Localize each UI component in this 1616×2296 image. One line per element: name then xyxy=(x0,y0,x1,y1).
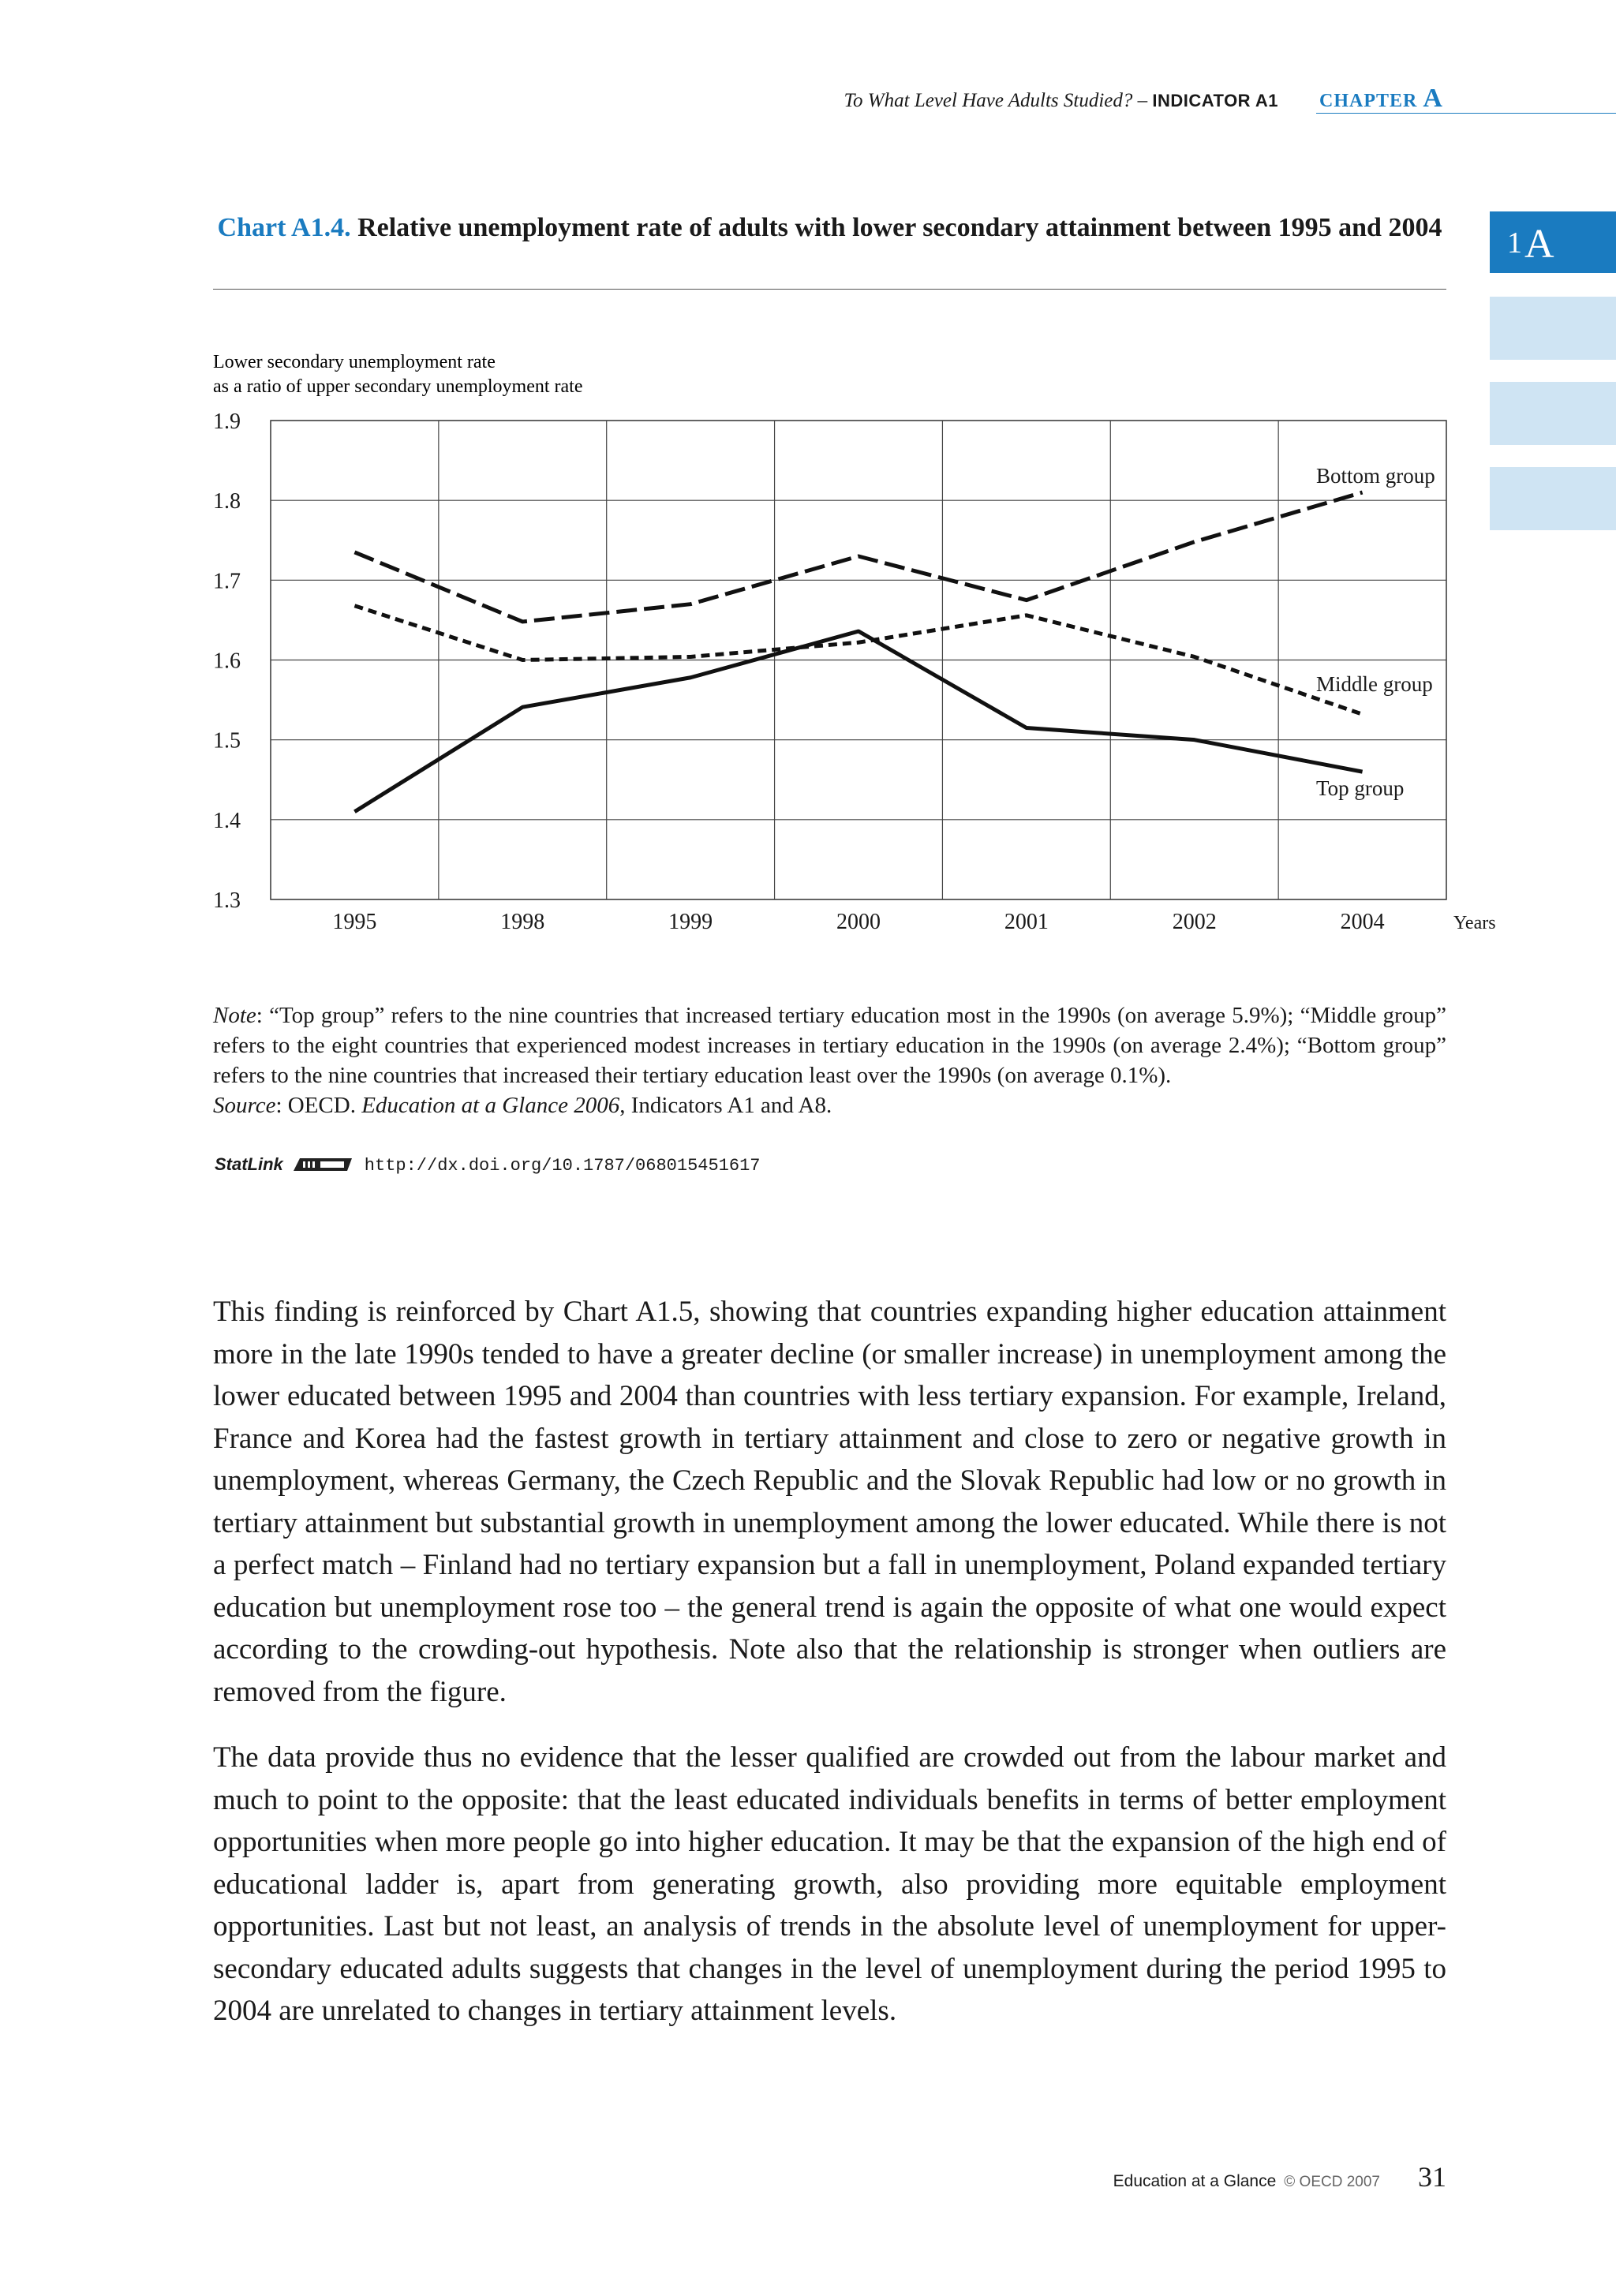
y-axis-title-line1: Lower secondary unemployment rate xyxy=(213,352,496,372)
series-label-bottom-group: Bottom group xyxy=(1316,464,1435,488)
running-title: To What Level Have Adults Studied? – xyxy=(844,90,1153,111)
y-tick-label: 1.8 xyxy=(213,489,241,514)
note-text: : “Top group” refers to the nine countries that increased tertiary education most in the 1990s (on average 5.9%); “Middle group” refers to the eight countries that experienced modest increases in tertiary education in the 1990s (on average 2.4%); “Bottom group” refers to the nine countries that increased their tertiary education least over the 1990s (on average 0.1%). xyxy=(213,1003,1446,1088)
statlink-url[interactable]: http://dx.doi.org/10.1787/068015451617 xyxy=(364,1156,761,1176)
y-axis-ticks xyxy=(213,409,241,913)
x-tick-label: 2001 xyxy=(1004,910,1049,934)
chart-grid xyxy=(271,421,1446,899)
statlink-label: StatLink xyxy=(215,1154,283,1174)
body-paragraph-2: The data provide thus no evidence that the lesser qualified are crowded out from the labour market and much to point to the opposite: that the least educated individuals benefits in terms of better employment opportunities when more people go into higher education. It may be that the expansion of the high end of educational ladder is, apart from generating growth, also providing more equitable employment opportunities. Last but not least, an analysis of trends in the absolute level of unemployment for upper-secondary educated adults suggests that changes in the level of unemployment during the period 1995 to 2004 are unrelated to changes in tertiary attainment levels. xyxy=(213,1741,1446,2027)
tab-letter: A xyxy=(1524,222,1554,267)
note-label: Note xyxy=(213,1003,256,1028)
y-tick-label: 1.9 xyxy=(213,409,241,434)
x-tick-label: 1995 xyxy=(332,910,377,934)
x-axis-label: Years xyxy=(1453,913,1496,933)
chapter-word: CHAPTER xyxy=(1319,91,1418,111)
chapter-letter: A xyxy=(1423,84,1443,113)
chart-number: Chart A1.4. xyxy=(217,213,351,242)
series-line-top-group xyxy=(354,631,1362,812)
series-line-bottom-group xyxy=(354,492,1362,622)
y-tick-label: 1.7 xyxy=(213,569,241,594)
y-tick-label: 1.4 xyxy=(213,808,241,833)
chart-title-text: Relative unemployment rate of adults with lower secondary attainment between 1995 and 2004 xyxy=(357,213,1442,242)
body-text xyxy=(213,1291,1446,2056)
source-label: Source xyxy=(213,1093,276,1118)
x-tick-label: 1999 xyxy=(668,910,713,934)
note-paragraph xyxy=(213,1000,1446,1090)
footer-publication: Education at a Glance xyxy=(1113,2172,1277,2190)
series-lines xyxy=(354,492,1362,812)
source-title: Education at a Glance 2006 xyxy=(361,1093,620,1118)
x-tick-label: 2002 xyxy=(1172,910,1217,934)
x-tick-label: 2004 xyxy=(1340,910,1385,934)
page-footer xyxy=(1089,2160,1446,2193)
x-tick-label: 1998 xyxy=(500,910,545,934)
y-axis-title-line2: as a ratio of upper secondary unemployment rate xyxy=(213,376,583,397)
line-chart xyxy=(0,0,1616,947)
y-tick-label: 1.3 xyxy=(213,888,241,913)
x-axis-ticks xyxy=(332,910,1384,934)
y-tick-label: 1.6 xyxy=(213,649,241,674)
indicator-label: INDICATOR A1 xyxy=(1152,91,1278,110)
series-label-middle-group: Middle group xyxy=(1316,672,1433,696)
x-tick-label: 2000 xyxy=(836,910,881,934)
series-label-top-group: Top group xyxy=(1316,776,1405,800)
page-number: 31 xyxy=(1418,2161,1446,2193)
source-line: Source: OECD. Education at a Glance 2006, Indicators A1 and A8. xyxy=(213,1093,832,1118)
tab-number: 1 xyxy=(1507,226,1522,260)
chart-notes xyxy=(213,1000,1446,1120)
body-paragraph-1: This finding is reinforced by Chart A1.5, showing that countries expanding higher education attainment more in the late 1990s tended to have a greater decline (or smaller increase) in unemployment among the lower educated between 1995 and 2004 than countries with less tertiary expansion. For example, Ireland, France and Korea had the fastest growth in tertiary attainment and close to zero or negative growth in unemployment, whereas Germany, the Czech Republic and the Slovak Republic had low or no growth in tertiary attainment but substantial growth in unemployment among the lower educated. While there is not a perfect match – Finland had no tertiary expansion but a fall in unemployment, Poland expanded tertiary education but unemployment rose too – the general trend is again the opposite of what one would expect according to the crowding-out hypothesis. Note also that the relationship is stronger when outliers are removed from the figure. xyxy=(213,1296,1446,1708)
y-tick-label: 1.5 xyxy=(213,728,241,753)
footer-copyright: © OECD 2007 xyxy=(1284,2174,1380,2190)
statlink[interactable] xyxy=(215,1154,760,1176)
statlink-logo-icon xyxy=(292,1157,354,1172)
